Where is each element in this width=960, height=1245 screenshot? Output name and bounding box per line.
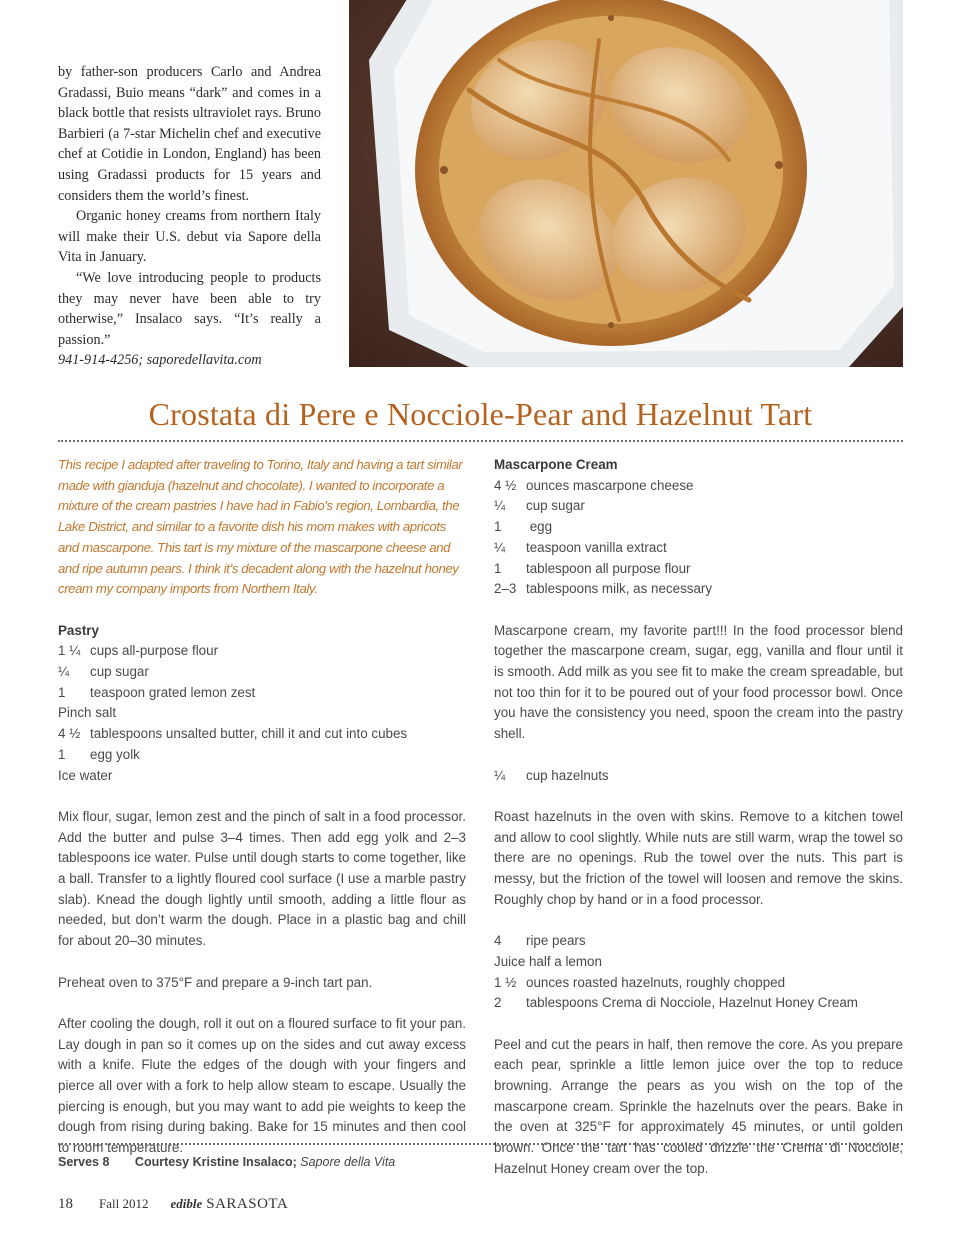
ingredient-row: 1 ½ ounces roasted hazelnuts, roughly chopped — [494, 974, 786, 990]
ingredient-row: Ice water — [58, 767, 113, 783]
issue-season: Fall 2012 — [99, 1196, 149, 1211]
recipe-credits — [58, 1155, 395, 1169]
tart-photo — [349, 0, 903, 367]
ingredient-row: 2 tablespoons Crema di Nocciole, Hazelnut Honey Cream — [494, 995, 858, 1011]
ingredient-row: 1 egg — [494, 519, 553, 535]
ingredient-row: 4 ½ tablespoons unsalted butter, chill it and cut into cubes — [58, 726, 408, 742]
footer-divider — [58, 1143, 903, 1145]
page-number: 18 — [58, 1196, 73, 1212]
ingredient-row: 4 ripe pears — [494, 933, 586, 949]
intro-paragraph-3: “We love introducing people to products they may never have been able to try otherwise,” Insalaco says. “It’s really a passion.” — [58, 269, 321, 348]
tart-illustration — [349, 0, 903, 367]
ingredient-row: ¼ teaspoon vanilla extract — [494, 539, 667, 555]
pastry-heading: Pastry — [58, 622, 99, 638]
ingredient-row: 1 ¼ cups all-purpose flour — [58, 643, 219, 659]
left-column — [58, 455, 466, 1159]
ingredient-row: 1 teaspoon grated lemon zest — [58, 684, 256, 700]
hazelnut-step: Roast hazelnuts in the oven with skins. Remove to a kitchen towel and allow to cool slightly. While nuts are still warm, wrap the towel so there are no openings. Rub the towel over the nuts. This part is messy, but the friction of the towel will loosen and remove the skins. Roughly chop by hand or in a food processor. — [494, 808, 903, 907]
intro-paragraph-1: by father-son producers Carlo and Andrea Gradassi, Buio means “dark” and comes in a black bottle that resists ultraviolet rays. Bruno Barbieri (a 7-star Michelin chef and executive chef at Cotidie in London, England) has been using Gradassi products for 15 years and considers them the world’s finest. — [58, 64, 321, 204]
topping-step: Peel and cut the pears in half, then remove the core. As you prepare each pear, sprinkle a little lemon juice over the top to reduce browning. Arrange the pears as you wish on the top of the mascarpone cream. Sprinkle the hazelnuts over the pears. Bake in the oven at 325°F for approximately 45 minutes, or until golden brown. Once the tart has cooled drizzle the Crema di Nocciole, Hazelnut Honey cream over the top. — [494, 1036, 903, 1176]
ingredient-row: 4 ½ ounces mascarpone cheese — [494, 477, 694, 493]
contact-info: 941-914-4256; saporedellavita.com — [58, 352, 262, 369]
magazine-name: SARASOTA — [206, 1196, 289, 1212]
ingredient-row: Pinch salt — [58, 705, 117, 721]
ingredient-row: ¼ cup hazelnuts — [494, 767, 609, 783]
pastry-step-3: After cooling the dough, roll it out on a floured surface to fit your pan. Lay dough in pan so it comes up on the sides and cut away excess with a knife. Flute the edges of the dough with your fingers and pierce all over with a fork to help allow steam to escape. Usually the piercing is enough, but you may want to add pie weights to keep the dough from rising during baking. Bake for 15 minutes and then cool to room temperature. — [58, 1015, 466, 1156]
recipe-introduction: This recipe I adapted after traveling to Torino, Italy and having a tart similar made with gianduja (hazelnut and chocolate). I wanted to incorporate a mixture of the cream pastries I have had in Fabio’s region, Lombardia, the Lake District, and similar to a favorite dish his mom makes with apricots and mascarpone. This tart is my mixture of the mascarpone cheese and and ripe autumn pears. I think it’s decadent along with the hazelnut honey cream my company imports from Northern Italy. — [58, 457, 463, 597]
mascarpone-step: Mascarpone cream, my favorite part!!! In the food processor blend together the mascarpone cream, sugar, egg, vanilla and flour until it is smooth. Add milk as you see fit to make the cream spreadable, but not too thin for it to be poured out of your food processor bowl. Once you have the consistency you need, spoon the cream into the pastry shell. — [494, 622, 903, 742]
title-divider — [58, 440, 903, 442]
courtesy-credit: Courtesy Kristine Insalaco; — [134, 1155, 297, 1169]
ingredient-row: 1 egg yolk — [58, 746, 140, 762]
mascarpone-heading: Mascarpone Cream — [494, 457, 618, 472]
page-folio — [58, 1195, 288, 1213]
intro-paragraph-2: Organic honey creams from northern Italy will make their U.S. debut via Sapore della Vita in January. — [58, 208, 321, 266]
intro-column — [58, 62, 321, 371]
magazine-name-edible: edible — [170, 1196, 203, 1211]
serves-count: Serves 8 — [58, 1155, 110, 1169]
ingredient-row: 1 tablespoon all purpose flour — [494, 560, 691, 576]
right-column — [494, 455, 903, 1180]
ingredient-row: Juice half a lemon — [494, 953, 602, 969]
ingredient-row: ¼ cup sugar — [494, 498, 585, 514]
pastry-step-1: Mix flour, sugar, lemon zest and the pinch of salt in a food processor. Add the butter and pulse 3–4 times. Then add egg yolk and 2–3 tablespoons ice water. Pulse until dough starts to come together, like a ball. Transfer to a lightly floured cool surface (I use a marble pastry slab). Knead the dough lightly until smooth, adding a little flour as needed, but don’t warm the dough. Place in a plastic bag and chill for about 20–30 minutes. — [58, 808, 466, 949]
ingredient-row: ¼ cup sugar — [58, 664, 149, 680]
recipe-title: Crostata di Pere e Nocciole-Pear and Hazelnut Tart — [148, 396, 813, 432]
pastry-step-2: Preheat oven to 375°F and prepare a 9-inch tart pan. — [58, 974, 373, 990]
credit-source: Sapore della Vita — [300, 1155, 396, 1169]
ingredient-row: 2–3 tablespoons milk, as necessary — [494, 581, 713, 597]
